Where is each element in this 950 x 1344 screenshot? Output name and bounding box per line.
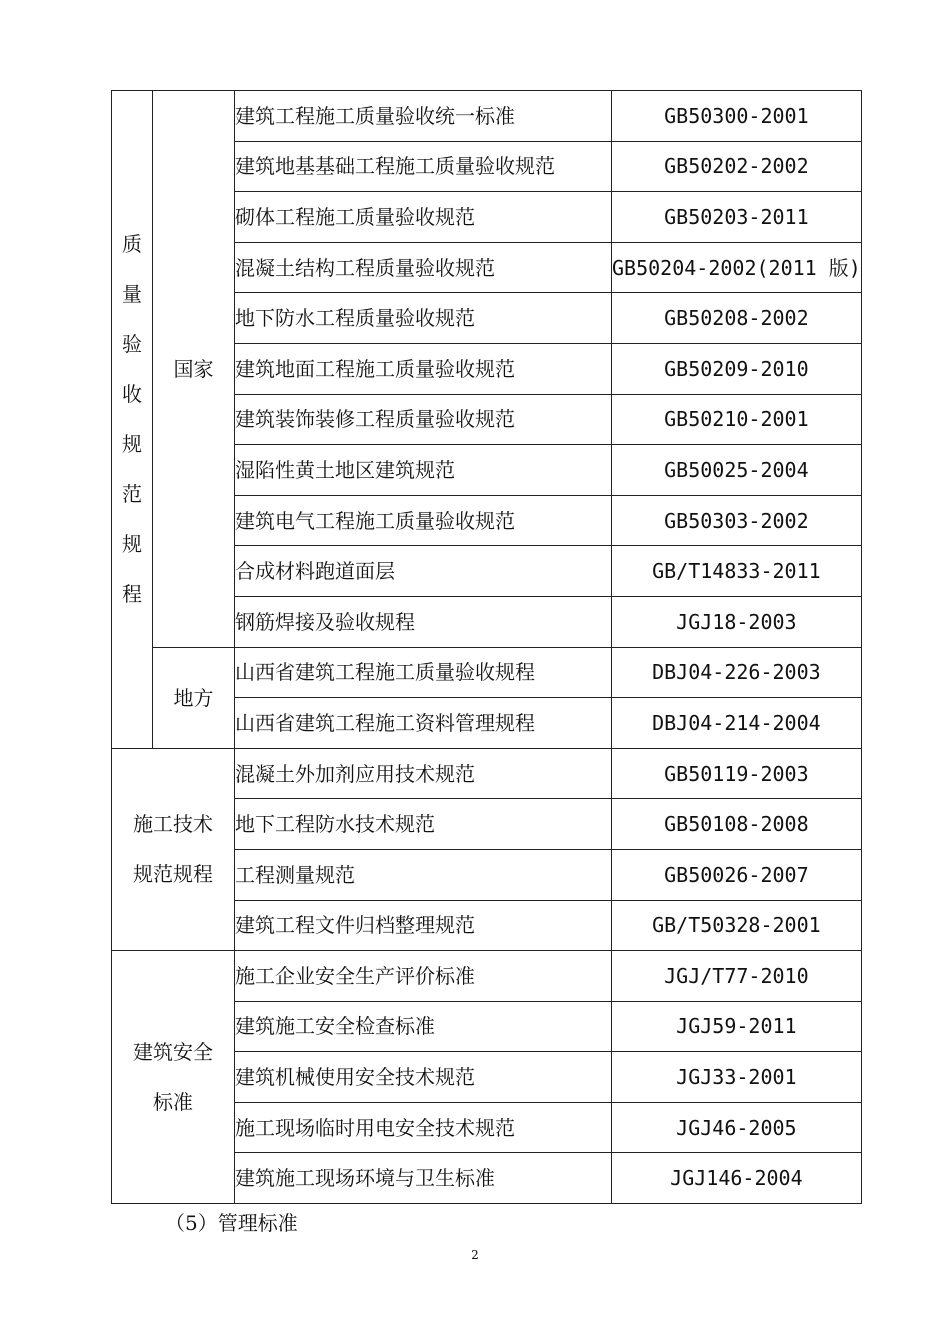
- category-building-safety: [112, 951, 235, 1204]
- category-char: 程: [122, 582, 142, 607]
- standard-name: 湿陷性黄土地区建筑规范: [235, 445, 612, 496]
- category-char: 量: [122, 282, 142, 307]
- standard-name: 混凝土外加剂应用技术规范: [235, 748, 612, 799]
- category-char: 范: [122, 482, 142, 507]
- table-row: [112, 647, 862, 698]
- standard-code: DBJ04-214-2004: [612, 698, 862, 749]
- standard-code: GB50203-2011: [612, 192, 862, 243]
- standard-name: 山西省建筑工程施工质量验收规程: [235, 647, 612, 698]
- standard-code: JGJ33-2001: [612, 1052, 862, 1103]
- category-char: 收: [122, 382, 142, 407]
- section-caption: （5）管理标准: [165, 1211, 298, 1235]
- standard-name: 地下防水工程质量验收规范: [235, 293, 612, 344]
- table-row: [112, 91, 862, 142]
- standard-name: 钢筋焊接及验收规程: [235, 596, 612, 647]
- standard-name: 山西省建筑工程施工资料管理规程: [235, 698, 612, 749]
- standard-name: 地下工程防水技术规范: [235, 799, 612, 850]
- subcategory-national: 国家: [153, 91, 235, 648]
- category-line: 施工技术: [133, 812, 213, 837]
- standard-name: 建筑装饰装修工程质量验收规范: [235, 394, 612, 445]
- standard-code: GB50209-2010: [612, 343, 862, 394]
- table-row: [112, 748, 862, 799]
- standard-name: 合成材料跑道面层: [235, 546, 612, 597]
- standard-name: 建筑工程施工质量验收统一标准: [235, 91, 612, 142]
- standard-code: GB50202-2002: [612, 141, 862, 192]
- standard-code: GB/T50328-2001: [612, 900, 862, 951]
- table-row: [112, 951, 862, 1002]
- standard-name: 施工企业安全生产评价标准: [235, 951, 612, 1002]
- standard-name: 建筑施工安全检查标准: [235, 1001, 612, 1052]
- standards-table-body: [112, 91, 862, 1204]
- standard-code: GB50303-2002: [612, 495, 862, 546]
- standard-code: GB50108-2008: [612, 799, 862, 850]
- category-char: 验: [122, 332, 142, 357]
- standard-code: GB50300-2001: [612, 91, 862, 142]
- standard-code: JGJ146-2004: [612, 1153, 862, 1204]
- standard-name: 建筑施工现场环境与卫生标准: [235, 1153, 612, 1204]
- standard-code: GB50204-2002(2011 版): [612, 242, 862, 293]
- standard-code: GB50210-2001: [612, 394, 862, 445]
- standard-code: GB50208-2002: [612, 293, 862, 344]
- subcategory-local: 地方: [153, 647, 235, 748]
- category-line: 标准: [153, 1090, 193, 1115]
- standards-table: [111, 90, 862, 1204]
- standard-name: 砌体工程施工质量验收规范: [235, 192, 612, 243]
- standard-code: JGJ46-2005: [612, 1102, 862, 1153]
- standard-code: GB50025-2004: [612, 445, 862, 496]
- standard-name: 建筑电气工程施工质量验收规范: [235, 495, 612, 546]
- standard-code: JGJ59-2011: [612, 1001, 862, 1052]
- category-construction-technical: [112, 748, 235, 950]
- standard-name: 混凝土结构工程质量验收规范: [235, 242, 612, 293]
- category-char: 规: [122, 432, 142, 457]
- category-line: 建筑安全: [133, 1040, 213, 1065]
- page-number: 2: [471, 1248, 479, 1262]
- standard-code: DBJ04-226-2003: [612, 647, 862, 698]
- standard-code: JGJ18-2003: [612, 596, 862, 647]
- standard-name: 建筑地基基础工程施工质量验收规范: [235, 141, 612, 192]
- category-quality-acceptance: [112, 91, 153, 749]
- standard-name: 施工现场临时用电安全技术规范: [235, 1102, 612, 1153]
- standard-code: GB50026-2007: [612, 849, 862, 900]
- standard-name: 建筑工程文件归档整理规范: [235, 900, 612, 951]
- standard-code: GB/T14833-2011: [612, 546, 862, 597]
- standard-name: 建筑地面工程施工质量验收规范: [235, 343, 612, 394]
- standard-code: GB50119-2003: [612, 748, 862, 799]
- standard-code: JGJ/T77-2010: [612, 951, 862, 1002]
- category-char: 规: [122, 532, 142, 557]
- category-char: 质: [122, 232, 142, 257]
- standard-name: 工程测量规范: [235, 849, 612, 900]
- category-line: 规范规程: [133, 862, 213, 887]
- standard-name: 建筑机械使用安全技术规范: [235, 1052, 612, 1103]
